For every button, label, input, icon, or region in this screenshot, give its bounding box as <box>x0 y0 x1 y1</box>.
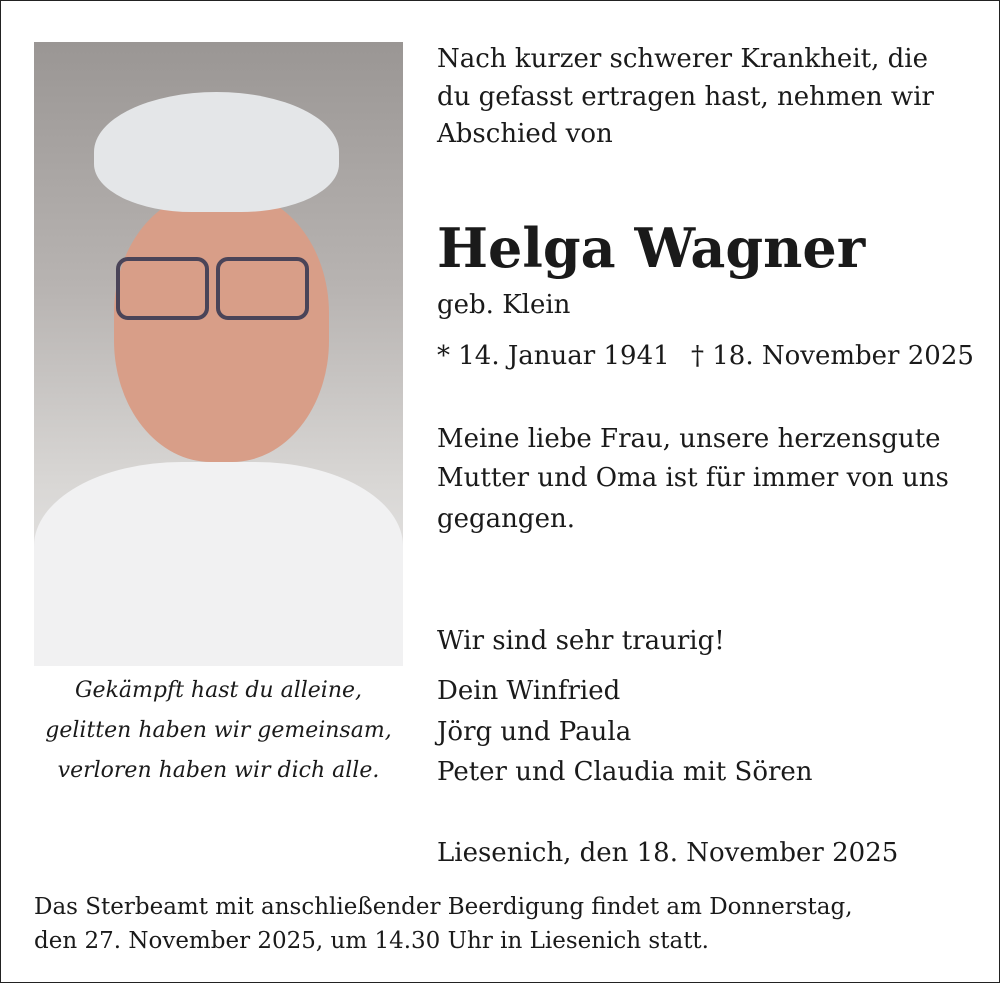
portrait-photo <box>34 42 403 666</box>
maiden-name: geb. Klein <box>437 290 571 320</box>
intro-line: Abschied von <box>437 119 613 149</box>
birth-date: * 14. Januar 1941 <box>437 341 670 371</box>
poem-line: gelitten haben wir gemeinsam, <box>45 718 392 743</box>
death-date: † 18. November 2025 <box>691 341 974 371</box>
deceased-name: Helga Wagner <box>437 216 866 280</box>
intro-line: Nach kurzer schwerer Krankheit, die <box>437 44 928 74</box>
poem-line: verloren haben wir dich alle. <box>57 758 380 783</box>
sad-line: Wir sind sehr traurig! <box>437 626 725 656</box>
message-line: Meine liebe Frau, unsere herzensgute <box>437 424 941 454</box>
family-line: Dein Winfried <box>437 676 621 706</box>
poem <box>34 671 403 791</box>
footer-line: Das Sterbeamt mit anschließender Beerdigung findet am Donnerstag, <box>34 894 853 920</box>
intro-line: du gefasst ertragen hast, nehmen wir <box>437 82 934 112</box>
footer-line: den 27. November 2025, um 14.30 Uhr in Liesenich statt. <box>34 928 709 954</box>
place-date: Liesenich, den 18. November 2025 <box>437 838 899 868</box>
poem-line: Gekämpft hast du alleine, <box>74 678 363 703</box>
family-line: Peter und Claudia mit Sören <box>437 757 813 787</box>
message-line: Mutter und Oma ist für immer von uns <box>437 463 949 493</box>
message-line: gegangen. <box>437 504 575 534</box>
family-line: Jörg und Paula <box>437 717 632 747</box>
